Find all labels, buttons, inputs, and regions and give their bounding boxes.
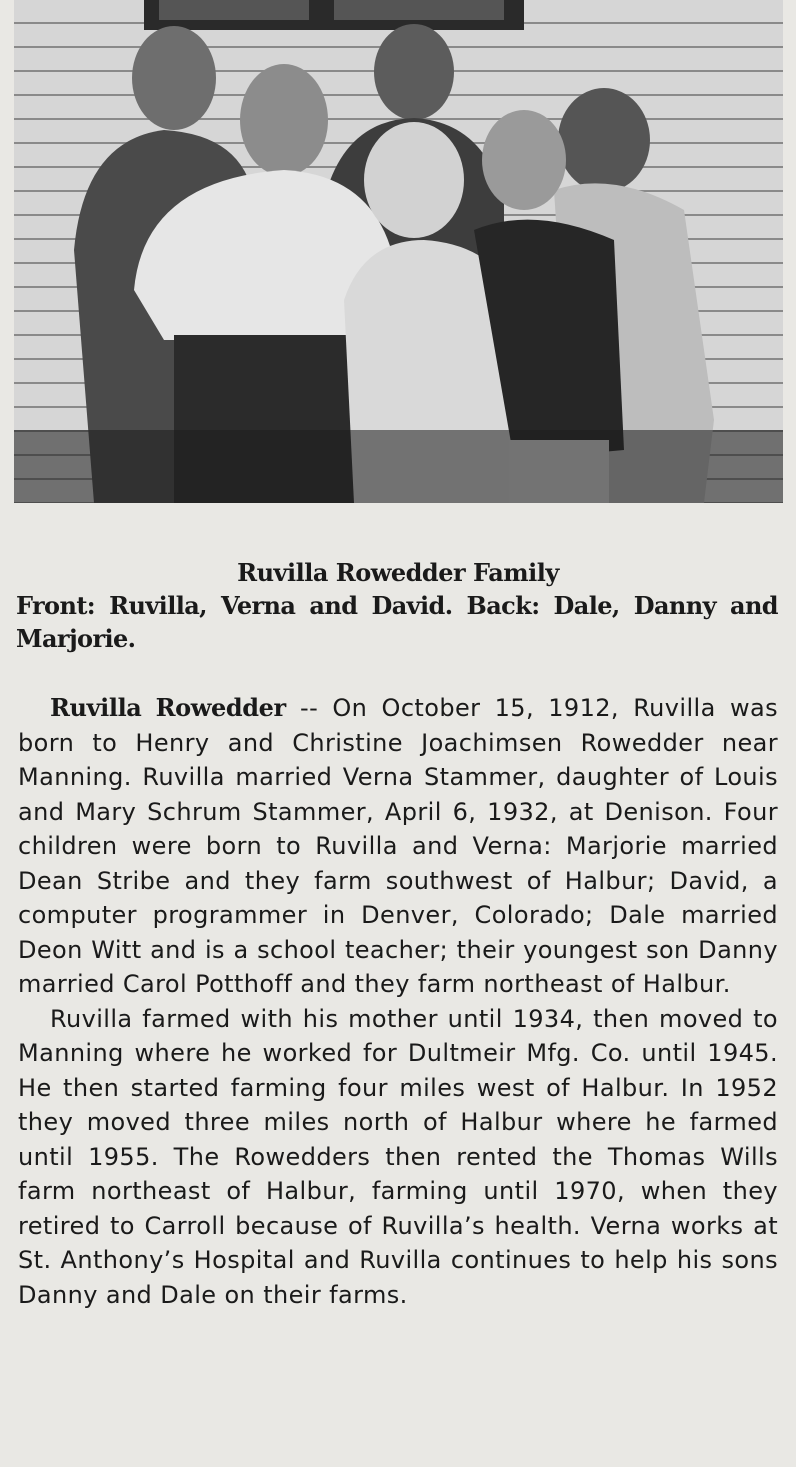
family-photo: [14, 0, 783, 503]
window-pane-left: [159, 0, 309, 20]
ground-shadow: [14, 430, 783, 503]
article-paragraph-2: Ruvilla farmed with his mother until 1934, then moved to Manning where he worked for Dultmeir Mfg. Co. until 1945. He then started farming four miles west of Halbur. In 1952 they moved three miles north of Halbur where he farmed until 1955. The Rowedders then rented the Thomas Wills farm northeast of Halbur, farming until 1970, when they retired to Carroll because of Ruvilla’s health. Verna works at St. Anthony’s Hospital and Ruvilla continues to help his sons Danny and Dale on their farms.: [18, 1004, 778, 1309]
article: [18, 691, 778, 1312]
caption-title: Ruvilla Rowedder Family: [237, 558, 559, 587]
person-back-center-head: [374, 24, 454, 120]
person-front-center-head: [364, 122, 464, 238]
caption-body: Front: Ruvilla, Verna and David. Back: Dale, Danny and Marjorie.: [16, 591, 778, 653]
person-front-left-head: [240, 64, 328, 176]
article-lead-name: Ruvilla Rowedder: [50, 693, 286, 722]
article-lead-separator: --: [285, 694, 333, 722]
article-paragraph-1-text: On October 15, 1912, Ruvilla was born to Henry and Christine Joachimsen Rowedder near Manning. Ruvilla married Verna Stammer, daughter of Louis and Mary Schrum Stammer, April 6, 1932, at Denison. Four children were born to Ruvilla and Verna: Marjorie married Dean Stribe and they farm southwest of Halbur; David, a computer programmer in Denver, Colorado; Dale married Deon Witt and is a school teacher; their youngest son Danny married Carol Potthoff and they farm northeast of Halbur.: [18, 694, 778, 998]
window-pane-right: [334, 0, 504, 20]
article-paragraph-1: [18, 691, 778, 1002]
family-photo-illustration: [14, 0, 783, 503]
person-front-right-head: [482, 110, 566, 210]
person-back-left-head: [132, 26, 216, 130]
person-back-right-head: [558, 88, 650, 192]
